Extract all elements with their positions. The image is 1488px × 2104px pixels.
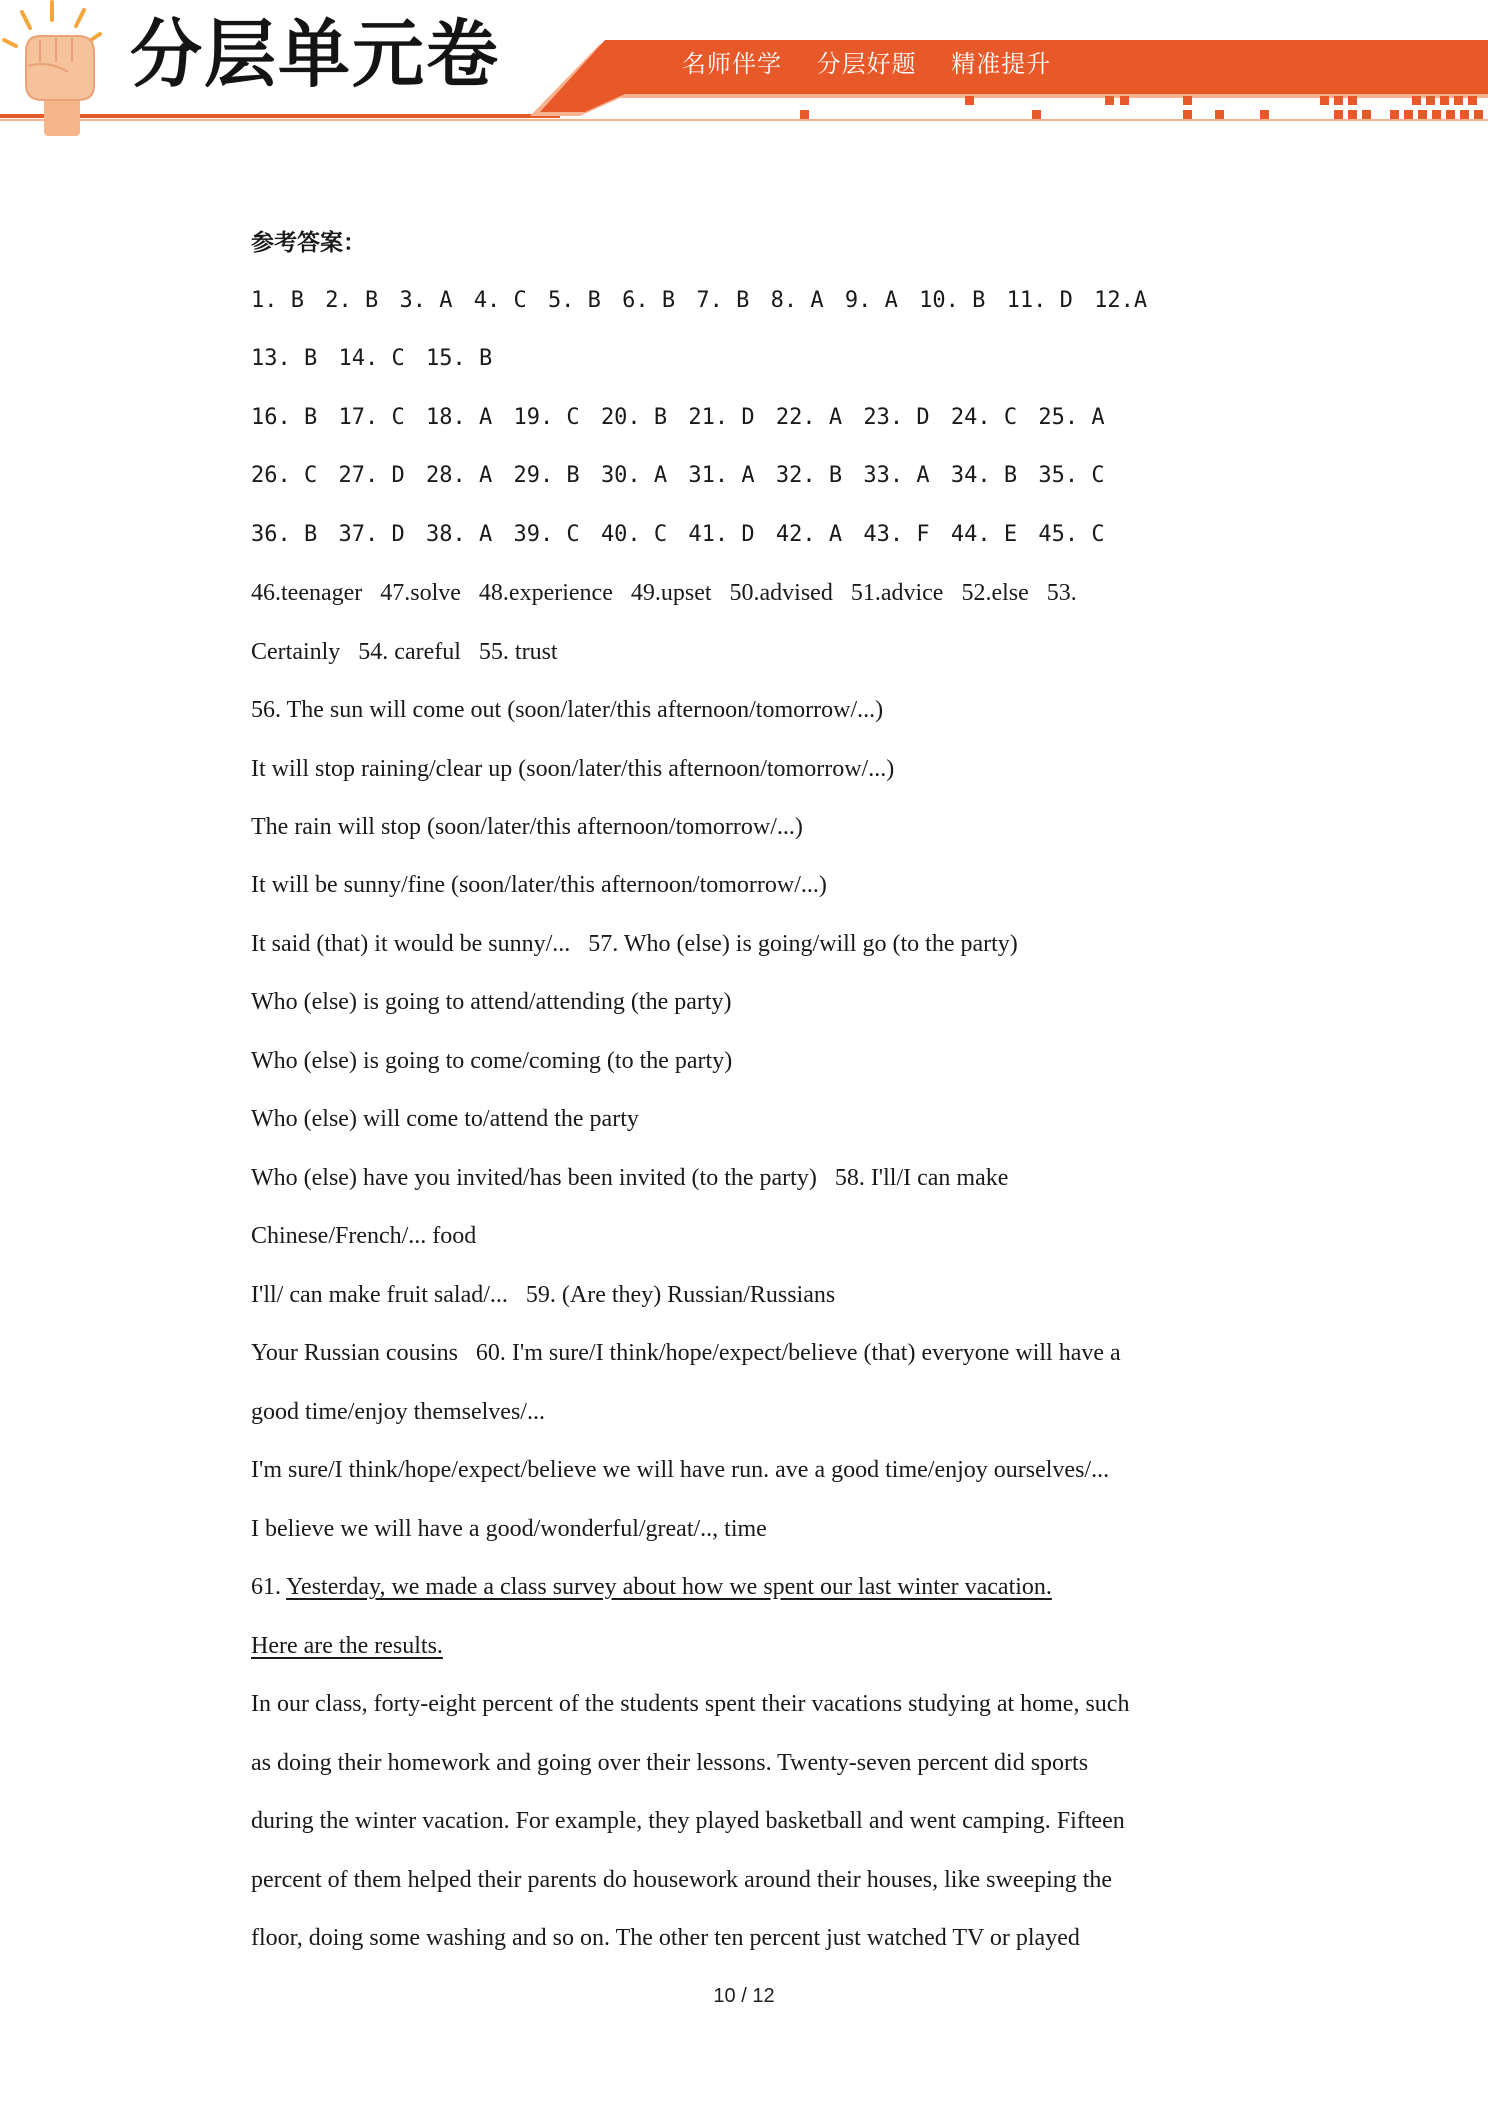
- answer-item: 10. B: [919, 288, 986, 313]
- answer-item: 45. C: [1038, 522, 1105, 547]
- answer-item: 24. C: [950, 405, 1018, 430]
- answer-item: 7. B: [696, 288, 750, 313]
- answer-item: 14. C: [338, 346, 405, 371]
- answer-item: 30. A: [600, 463, 668, 488]
- slogan-item: 精准提升: [951, 50, 1052, 78]
- answer-item: 28. A: [425, 463, 493, 488]
- answer-line: I believe we will have a good/wonderful/great/.., time: [251, 1516, 767, 1542]
- answer-item: 3. A: [399, 288, 453, 313]
- answer-item: 6. B: [622, 288, 676, 313]
- answer-item: 21. D: [688, 405, 755, 430]
- answer-item: 39. C: [513, 522, 580, 547]
- slogan-item: 分层好题: [816, 50, 917, 78]
- answer-line: The rain will stop (soon/later/this afternoon/tomorrow/...): [251, 814, 803, 840]
- answer-item: 4. C: [473, 288, 527, 313]
- answer-line: I'm sure/I think/hope/expect/believe we will have run. ave a good time/enjoy ourselves/...: [251, 1457, 1110, 1483]
- answer-item: 2. B: [325, 288, 379, 313]
- answers-heading: 参考答案：: [251, 230, 366, 256]
- q61-line: [251, 1631, 443, 1661]
- answer-item: 11. D: [1006, 288, 1073, 313]
- answer-item: 23. D: [863, 405, 930, 430]
- answer-item: 25. A: [1038, 405, 1105, 430]
- mc-row: [251, 520, 1113, 550]
- answer-item: 13. B: [251, 346, 318, 371]
- answer-item: 34. B: [950, 463, 1018, 488]
- answer-line: It said (that) it would be sunny/... 57. Who (else) is going/will go (to the party): [251, 931, 1018, 957]
- q61-underlined-text: Yesterday, we made a class survey about how we spent our last winter vacation.: [286, 1574, 1052, 1600]
- answer-item: 40. C: [600, 522, 668, 547]
- answer-item: 31. A: [688, 463, 755, 488]
- answer-item: 22. A: [775, 405, 843, 430]
- answer-item: 42. A: [775, 522, 843, 547]
- answer-line: I'll/ can make fruit salad/... 59. (Are they) Russian/Russians: [251, 1282, 836, 1308]
- answer-line: 56. The sun will come out (soon/later/this afternoon/tomorrow/...): [251, 697, 884, 723]
- fill-row: Certainly 54. careful 55. trust: [251, 639, 558, 665]
- answer-line: Who (else) will come to/attend the party: [251, 1106, 639, 1132]
- answer-item: 44. E: [950, 522, 1018, 547]
- answer-item: 9. A: [844, 288, 898, 313]
- answer-item: 20. B: [600, 405, 668, 430]
- answer-item: 35. C: [1038, 463, 1105, 488]
- answer-item: 1. B: [251, 288, 304, 313]
- mc-row: [251, 403, 1113, 433]
- q61-line: [251, 1572, 1052, 1602]
- answer-line: Who (else) is going to come/coming (to the party): [251, 1048, 733, 1074]
- q61-underlined-text: Here are the results.: [251, 1633, 443, 1659]
- answer-item: 43. F: [863, 522, 930, 547]
- q61-number: 61.: [251, 1574, 281, 1600]
- answer-line: It will stop raining/clear up (soon/later/this afternoon/tomorrow/...): [251, 756, 895, 782]
- answer-item: 26. C: [251, 463, 318, 488]
- answer-item: 12.A: [1094, 288, 1148, 313]
- answer-item: 36. B: [251, 522, 318, 547]
- answer-item: 17. C: [338, 405, 405, 430]
- answer-item: 5. B: [547, 288, 601, 313]
- essay-line: percent of them helped their parents do housework around their houses, like sweeping the: [251, 1867, 1113, 1893]
- answer-line: Who (else) is going to attend/attending (the party): [251, 989, 732, 1015]
- answer-line: Chinese/French/... food: [251, 1223, 477, 1249]
- page-number: 10 / 12: [713, 1985, 775, 2007]
- answer-item: 33. A: [863, 463, 930, 488]
- answer-item: 38. A: [425, 522, 493, 547]
- answer-item: 8. A: [770, 288, 824, 313]
- answer-item: 18. A: [425, 405, 493, 430]
- slogan-item: 名师伴学: [682, 50, 782, 78]
- answer-item: 29. B: [513, 463, 580, 488]
- essay-line: during the winter vacation. For example, they played basketball and went camping. Fifteen: [251, 1808, 1125, 1834]
- answer-item: 15. B: [425, 346, 493, 371]
- page-header: [0, 0, 1488, 150]
- answer-item: 16. B: [251, 405, 318, 430]
- answer-line: Who (else) have you invited/has been invited (to the party) 58. I'll/I can make: [251, 1165, 1009, 1191]
- answer-line: It will be sunny/fine (soon/later/this afternoon/tomorrow/...): [251, 872, 827, 898]
- answer-item: 32. B: [775, 463, 843, 488]
- answer-line: good time/enjoy themselves/...: [251, 1399, 545, 1425]
- answer-item: 19. C: [513, 405, 580, 430]
- essay-line: In our class, forty-eight percent of the students spent their vacations studying at home, such: [251, 1691, 1130, 1717]
- brand-title: 分层单元卷: [130, 11, 501, 97]
- answer-line: Your Russian cousins 60. I'm sure/I think/hope/expect/believe (that) everyone will have a: [251, 1340, 1121, 1366]
- header-slogan: [682, 44, 1077, 79]
- mc-row: [251, 461, 1113, 491]
- answer-item: 27. D: [338, 463, 405, 488]
- mc-row: [251, 286, 1155, 316]
- essay-line: as doing their homework and going over their lessons. Twenty-seven percent did sports: [251, 1750, 1089, 1776]
- answer-item: 41. D: [688, 522, 755, 547]
- mc-row: [251, 344, 500, 374]
- essay-line: floor, doing some washing and so on. The other ten percent just watched TV or played: [251, 1925, 1080, 1951]
- answer-item: 37. D: [338, 522, 405, 547]
- fill-row: 46.teenager 47.solve 48.experience 49.upset 50.advised 51.advice 52.else 53.: [251, 580, 1077, 606]
